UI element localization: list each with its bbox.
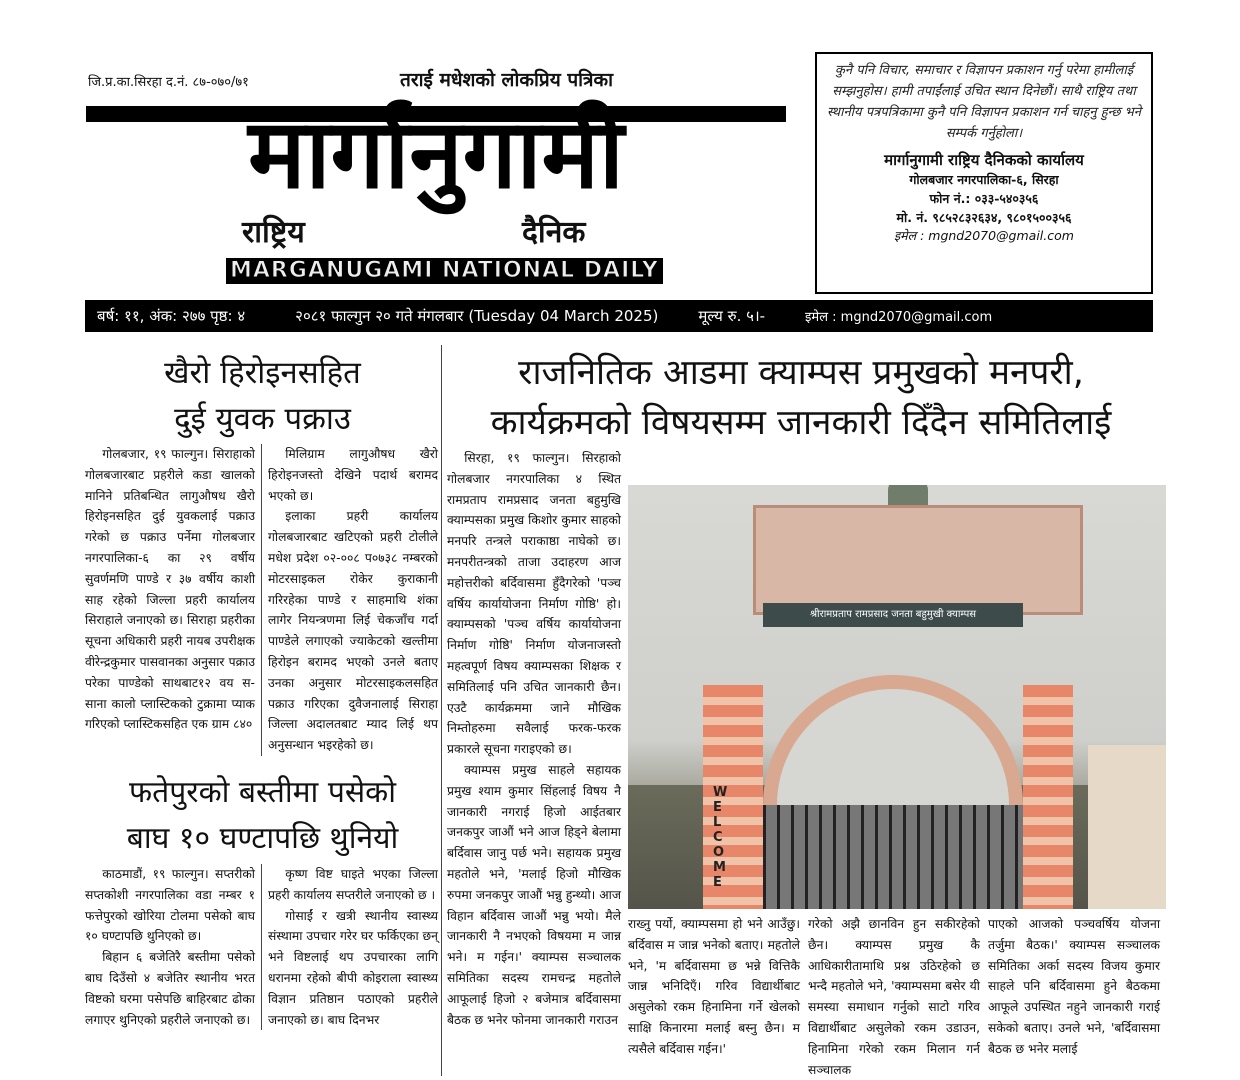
logo-sub-right: दैनिक bbox=[516, 214, 591, 252]
paragraph: पाएको आजको पञ्चवर्षिय योजना तर्जुमा बैठक।' क्याम्पस सञ्चालक समितिका अर्का सदस्य विजय कुमार साहले पनि बर्दिवासमा हुने बैठकमा आफूले उपस्थित नहुने जानकारी गराई सकेको बताए। उनले भने, 'बर्दिवासमा बैठक छ भनेर मलाई bbox=[988, 917, 1160, 1056]
campus-gate-photo bbox=[628, 485, 1166, 909]
paragraph: गोलबजार, १९ फाल्गुन। सिराहाको गोलबजारबाट प्रहरीले कडा खालको मानिने प्रतिबन्धित लागुऔषध खैरो हिरोइनसहित दुई युवकलाई पक्राउ गरेको छ पक्राउ पर्नेमा गोलबजार नगरपालिका-६ का २९ वर्षीय सुवर्णमणि पाण्डे र ३७ वर्षीय काशी साह रहेको जिल्ला प्रहरी कार्यालय सिराहाले जनाएको छ। सिराहा प्रहरीका सूचना अधिकारी प्रहरी नायब उपरीक्षक वीरेन्द्रकुमार पासवानका अनुसार पक्राउ परेका पाण्डेको साथबाट१२ वय स-साना कालो प्लास्टिकको टुक्रामा प्याक गरिएको प्लास्टिकसहित एक ग्राम ८४० bbox=[85, 447, 255, 732]
story2-columns bbox=[85, 864, 440, 1030]
ad-message: कुनै पनि विचार, समाचार र विज्ञापन प्रकाशन गर्नु परेमा हामीलाई सम्झनुहोस। हामी तपाईंलाई उचित स्थान दिनेछौं। साथै राष्ट्रिय तथा स्थानीय पत्रपत्रिकामा कुनै पनि विज्ञापन प्रकाशन गर्न चाहनु हुन्छ भने सम्पर्क गर्नुहोला। bbox=[827, 63, 1141, 141]
bar-email: इमेल : mgnd2070@gmail.com bbox=[805, 310, 993, 325]
price: मूल्य रु. ५।- bbox=[698, 307, 766, 325]
left-column bbox=[85, 350, 440, 1030]
side-wall bbox=[1088, 745, 1166, 909]
paragraph: इलाका प्रहरी कार्यालय गोलबजारबाट खटिएको प्रहरी टोलीले मधेश प्रदेश ०२-००८ प०७३८ नम्बरको मोटरसाइकल रोकेर कुराकानी गरिरहेका पाण्डे र साहमाथि शंका लागेर नियन्त्रणमा लिई चेकजाँच गर्दा पाण्डेले लगाएको ज्याकेटको खल्तीमा हिरोइन बरामद भएको उनले बताए उनका अनुसार मोटरसाइकलसहित पक्राउ गरिएका दुवैजनालाई सिराहा जिल्ला अदालतबाट म्याद लिई थप अनुसन्धान भइरहेको छ। bbox=[268, 509, 438, 753]
left-pillar bbox=[703, 685, 763, 909]
paragraph: काठमाडौं, १९ फाल्गुन। सप्तरीको सप्तकोशी नगरपालिका वडा नम्बर १ फत्तेपुरको खोरिया टोलमा पसेको बाघ १० घण्टापछि थुनिएको छ। bbox=[85, 866, 255, 944]
column-divider bbox=[261, 864, 262, 1030]
advertising-notice bbox=[815, 52, 1153, 294]
logo-text: मार्गानुगामी bbox=[248, 98, 624, 210]
paragraph: सिरहा, १९ फाल्गुन। सिरहाको गोलबजार नगरपालिका ४ स्थित रामप्रताप रामप्रसाद जनता बहुमुखि क्याम्पसका प्रमुख किशोर कुमार साहको मनपरि तन्त्रले पराकाष्ठा नाघेको छ। मनपरीतन्त्रको ताजा उदाहरण आज महोत्तरीको बर्दिवासमा हुँदैगरेको 'पञ्च वर्षिय कार्यायोजना निर्माण गोष्ठि' हो। क्याम्पसको 'पञ्च वर्षिय कार्यायोजना निर्माण गोष्ठि' निर्माण योजनाजस्तो महत्वपूर्ण विषय क्याम्पसका शिक्षक र समितिलाई पनि उचित जानकारी छैन। एउटै कार्यक्रममा जाने मौखिक निम्तोहरुमा सवैलाई फरक-फरक प्रकारले सूचना गराइएको छ। bbox=[447, 451, 621, 757]
issue-number: बर्ष: ११, अंक: २७७ पृष्ठ: ४ bbox=[97, 307, 246, 325]
masthead-logo bbox=[86, 98, 786, 292]
paragraph: कृष्ण विष्ट घाइते भएका जिल्ला प्रहरी कार्यालय सप्तरीले जनाएको छ । bbox=[268, 866, 438, 902]
story1-columns bbox=[85, 444, 440, 756]
headline-line: खैरो हिरोइनसहित bbox=[164, 355, 361, 391]
headline-line: फतेपुरको बस्तीमा पसेको bbox=[129, 774, 396, 810]
welcome-text: WELCOME bbox=[713, 785, 728, 890]
iron-gate bbox=[763, 805, 1023, 909]
issue-date: २०८१ फाल्गुन २० गते मंगलबार (Tuesday 04 March 2025) bbox=[295, 307, 659, 325]
office-phone: फोन नं.: ०३३-५४०३५६ bbox=[929, 191, 1039, 206]
arch bbox=[763, 675, 1023, 825]
office-name: मार्गानुगामी राष्ट्रिय दैनिकको कार्यालय bbox=[884, 151, 1084, 169]
story3-col3 bbox=[808, 914, 980, 1080]
column-divider bbox=[441, 345, 442, 1076]
issue-info-bar bbox=[85, 300, 1153, 332]
gate-top bbox=[753, 505, 1083, 615]
logo-english: MARGANUGAMI NATIONAL DAILY bbox=[226, 258, 663, 284]
story3-col2 bbox=[628, 914, 800, 1060]
tagline: तराई मधेशको लोकप्रिय पत्रिका bbox=[400, 69, 614, 91]
campus-sign: श्रीरामप्रताप रामप्रसाद जनता बहुमुखी क्याम्पस bbox=[763, 603, 1023, 627]
paragraph: गोसाईं र खत्री स्थानीय स्वास्थ्य संस्थामा उपचार गरेर घर फर्किएका छन् भने विष्टलाई थप उपचारका लागि धरानमा रहेको बीपी कोइराला स्वास्थ्य विज्ञान प्रतिष्ठान पठाएको प्रहरीले जनाएको छ। बाघ दिनभर bbox=[268, 908, 438, 1027]
story2-headline bbox=[85, 770, 440, 862]
story1-headline bbox=[85, 350, 440, 442]
story2-col2 bbox=[268, 864, 438, 1030]
right-pillar bbox=[1023, 685, 1073, 909]
office-mobile: मो. नं. ९८५२८३२६३४, ९८०१५००३५६ bbox=[896, 210, 1072, 225]
column-divider bbox=[261, 444, 262, 756]
headline-line: राजनितिक आडमा क्याम्पस प्रमुखको मनपरी, bbox=[518, 353, 1084, 393]
paragraph: राख्नु पर्यो, क्याम्पसमा हो भने आउँछु। बर्दिवास म जान्न भनेको बताए। महतोले भने, 'म बर्दिवासमा छ भन्ने वित्तिकै जान्न भनिदिएँ। गरिव विद्यार्थीबाट असुलेको रकम हिनामिना गर्ने खेलको साक्षि किनारमा मलाई बस्नु छैन। म त्यसैले बर्दिवास गईन।' bbox=[628, 917, 800, 1056]
headline-line: दुई युवक पक्राउ bbox=[174, 401, 351, 437]
office-email: इमेल : mgnd2070@gmail.com bbox=[894, 228, 1074, 243]
dome bbox=[888, 485, 928, 505]
story3-col1 bbox=[447, 448, 621, 1030]
paragraph: बिहान ६ बजेतिरै बस्तीमा पसेको बाघ दिउँसो ४ बजेतिर स्थानीय भरत विष्टको घरमा पसेपछि बाहिरबाट ढोका लगाएर थुनिएको प्रहरीले जनाएको छ। bbox=[85, 950, 255, 1027]
headline-line: कार्यक्रमको विषयसम्म जानकारी दिँदैन समितिलाई bbox=[490, 403, 1112, 443]
office-address: गोलबजार नगरपालिका-६, सिरहा bbox=[909, 172, 1059, 187]
paragraph: क्याम्पस प्रमुख साहले सहायक प्रमुख श्याम कुमार सिंहलाई विषय नै जानकारी नगराई हिजो आईतबार जनकपुर जाऔं भने आज हिड्ने बेलामा बर्दिवास जानु पर्छ भने। सहायक प्रमुख महतोले भने, 'मलाई हिजो मौखिक रुपमा जनकपुर जाऔं भन्नु हुन्थ्यो। आज विहान बर्दिवास जाऔं भन्नु भयो। मैले जानकारी नै नभएको विषयमा म जान्न भने। म गईन।' क्याम्पस सञ्चालक समितिका सदस्य रामचन्द्र महतोले आफूलाई हिजो २ बजेमात्र बर्दिवासमा बैठक छ भनेर फोनमा जानकारी गराउन bbox=[447, 762, 621, 1027]
story3-headline bbox=[445, 348, 1157, 448]
logo-sub-left: राष्ट्रिय bbox=[236, 214, 311, 252]
story2-col1 bbox=[85, 864, 255, 1030]
headline-line: बाघ १० घण्टापछि थुनियो bbox=[126, 820, 399, 856]
registration-number: जि.प्र.का.सिरहा द.नं. ८७-०७०/७१ bbox=[88, 75, 249, 90]
story3-col4 bbox=[988, 914, 1160, 1060]
paragraph: मिलिग्राम लागुऔषध खैरो हिरोइनजस्तो देखिने पदार्थ बरामद भएको छ। bbox=[268, 447, 438, 503]
story1-col1 bbox=[85, 444, 255, 756]
paragraph: गरेको अझै छानविन हुन सकीरहेको छैन। क्याम्पस प्रमुख कै आधिकारीतामाथि प्रश्न उठिरहेको छ भन्दै महतोले भने, 'क्याम्पसमा बसेर यी समस्या समाधान गर्नुको साटो गरिव विद्यार्थीबाट असुलेको रकम उडाउन, हिनामिना गरेको रकम मिलान गर्न सञ्चालक bbox=[808, 917, 980, 1077]
story1-col2 bbox=[268, 444, 438, 756]
